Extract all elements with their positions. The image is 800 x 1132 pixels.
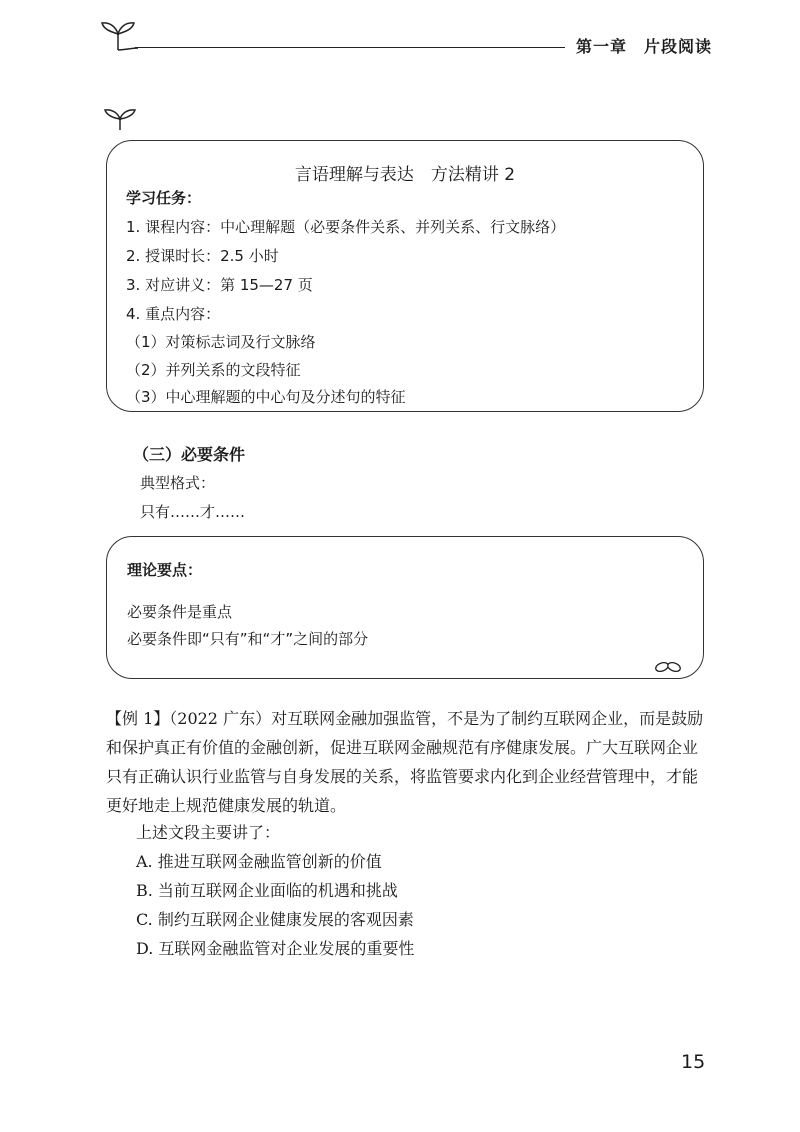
task-box-title: 言语理解与表达 方法精讲 2 (294, 165, 516, 185)
task-line: 3. 对应讲义：第 15—27 页 (126, 276, 313, 294)
task-line: 4. 重点内容： (126, 305, 221, 323)
sprout-icon (98, 18, 138, 52)
sprout-icon (102, 106, 138, 132)
theory-line: 必要条件即“只有”和“才”之间的部分 (127, 630, 369, 648)
chapter-title: 第一章 片段阅读 (576, 37, 713, 56)
theory-box (106, 536, 704, 679)
option-d: D. 互联网金融监管对企业发展的重要性 (136, 939, 415, 958)
theory-line: 必要条件是重点 (127, 603, 233, 621)
theory-label: 理论要点： (127, 561, 203, 579)
task-label: 学习任务： (126, 189, 202, 207)
task-line: 1. 课程内容：中心理解题（必要条件关系、并列关系、行文脉络） (126, 218, 566, 236)
section-title: （三）必要条件 (133, 445, 246, 464)
leaf-icon (654, 660, 682, 674)
task-line: （1）对策标志词及行文脉络 (126, 333, 316, 351)
format-label: 典型格式： (140, 474, 216, 492)
question-stem: 【例 1】（2022 广东）对互联网金融加强监管，不是为了制约互联网企业，而是鼓励和保护真正有价值的金融创新，促进互联网金融规范有序健康发展。广大互联网企业只有正确认识行业监管与自身发展的关系，将监管要求内化到企业经营管理中，才能更好地走上规范健康发展的轨道。 (106, 709, 704, 815)
format-pattern: 只有……才…… (140, 503, 246, 521)
question-prompt: 上述文段主要讲了： (136, 823, 281, 842)
page-number: 15 (681, 1051, 706, 1073)
option-b: B. 当前互联网企业面临的机遇和挑战 (136, 881, 398, 900)
task-line: （2）并列关系的文段特征 (126, 361, 301, 379)
option-c: C. 制约互联网企业健康发展的客观因素 (136, 910, 414, 929)
task-line: （3）中心理解题的中心句及分述句的特征 (126, 388, 406, 406)
option-a: A. 推进互联网金融监管创新的价值 (136, 852, 382, 871)
learning-task-box (106, 140, 704, 412)
task-line: 2. 授课时长：2.5 小时 (126, 247, 279, 265)
header-rule (135, 47, 565, 48)
